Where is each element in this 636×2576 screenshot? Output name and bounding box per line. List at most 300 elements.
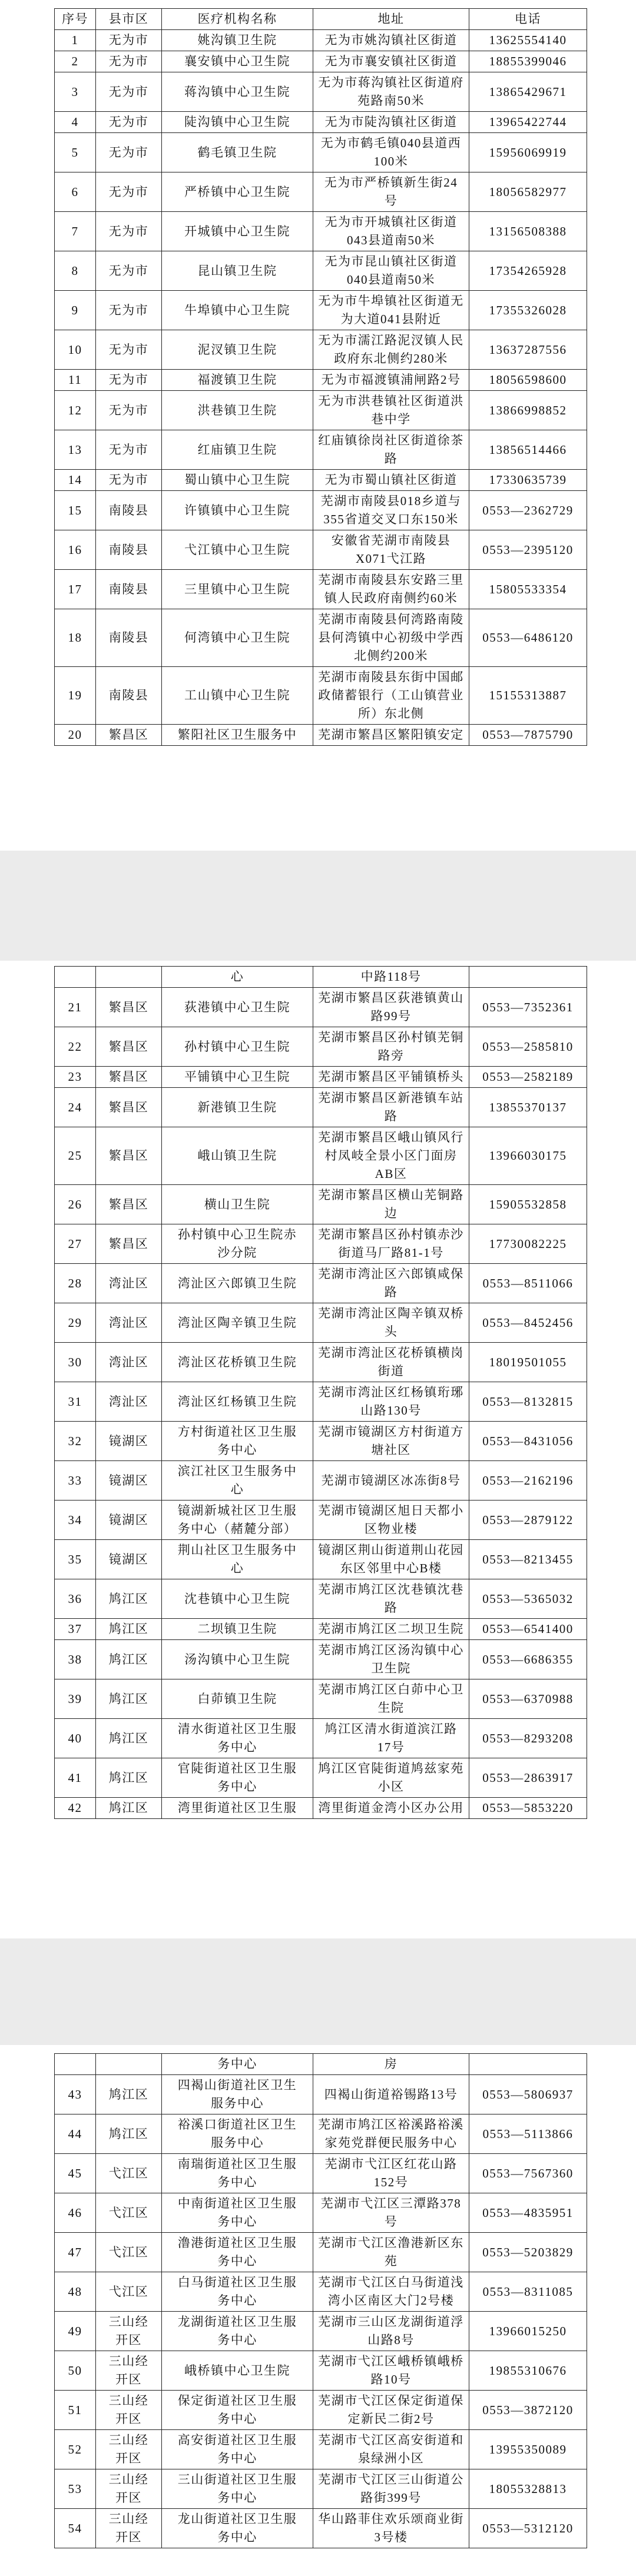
cell-phone: 0553—5203829: [469, 2233, 587, 2272]
table-body-page-1: [55, 30, 587, 746]
cell-address: 芜湖市弋江区白马街道浅湾小区南区大门2号楼: [313, 2272, 469, 2312]
cell-phone: 13866998852: [469, 391, 587, 430]
cell-name: 澛港街道社区卫生服务中心: [162, 2233, 313, 2272]
cell-phone: 0553—5113866: [469, 2114, 587, 2154]
cell-county: 鸠江区: [96, 1579, 162, 1619]
header-cell-phone: 电话: [469, 9, 587, 30]
cell-no: 39: [55, 1679, 96, 1719]
cell-phone: 0553—4835951: [469, 2193, 587, 2233]
table-row: [55, 2233, 587, 2272]
table-row: [55, 51, 587, 72]
cell-county: 南陵县: [96, 491, 162, 530]
cell-phone: 0553—8311085: [469, 2272, 587, 2312]
cell-address: 芜湖市繁昌区新港镇车站路: [313, 1088, 469, 1127]
cell-address: 芜湖市繁昌区孙村镇赤沙街道马厂路81-1号: [313, 1224, 469, 1264]
cell-phone: 13856514466: [469, 430, 587, 470]
cell-phone: 0553—2582189: [469, 1067, 587, 1088]
cell-name: 湾沚区红杨镇卫生院: [162, 1382, 313, 1422]
cell-address: 芜湖市鸠江区汤沟镇中心卫生院: [313, 1640, 469, 1679]
cell-no: 19: [55, 667, 96, 725]
cell-no: 32: [55, 1422, 96, 1461]
table-row: [55, 133, 587, 172]
table-row: [55, 2075, 587, 2114]
cell-no: 41: [55, 1758, 96, 1798]
cell-no: 46: [55, 2193, 96, 2233]
cell-phone: 0553—6686355: [469, 1640, 587, 1679]
cell-no: 3: [55, 72, 96, 112]
cell-county: 镜湖区: [96, 1461, 162, 1501]
header-cell-no: 序号: [55, 9, 96, 30]
cell-phone: 0553—6486120: [469, 609, 587, 667]
cell-phone: 19855310676: [469, 2351, 587, 2391]
cell-name: 峨桥镇中心卫生院: [162, 2351, 313, 2391]
cell-address: 芜湖市鸠江区裕溪路裕溪家苑党群便民服务中心: [313, 2114, 469, 2154]
cell-address: 芜湖市繁昌区繁阳镇安定: [313, 725, 469, 746]
cell-county: 三山经开区: [96, 2391, 162, 2430]
cell-address: 芜湖市繁昌区横山芜铜路边: [313, 1185, 469, 1224]
table-header-row: [55, 9, 587, 30]
cell-no: 29: [55, 1303, 96, 1343]
cell-county: 鸠江区: [96, 1679, 162, 1719]
cell-county: 鸠江区: [96, 1719, 162, 1758]
table-row: [55, 1343, 587, 1382]
cell-name: 龙山街道社区卫生服务中心: [162, 2509, 313, 2548]
cell-name: 牛埠镇中心卫生院: [162, 291, 313, 330]
cell-name: 白马街道社区卫生服务中心: [162, 2272, 313, 2312]
cell-name: 何湾镇中心卫生院: [162, 609, 313, 667]
cell-no: [55, 2054, 96, 2075]
cell-county: 无为市: [96, 51, 162, 72]
cell-name: 三里镇中心卫生院: [162, 570, 313, 609]
table-row: [55, 1579, 587, 1619]
cell-address: 鸠江区官陡街道鸠兹家苑小区: [313, 1758, 469, 1798]
cell-county: 繁昌区: [96, 725, 162, 746]
cell-phone: 0553—8452456: [469, 1303, 587, 1343]
cell-county: [96, 2054, 162, 2075]
cell-phone: 18055328813: [469, 2469, 587, 2509]
cell-phone: 0553—8293208: [469, 1719, 587, 1758]
cell-name: 湾沚区六郎镇卫生院: [162, 1264, 313, 1303]
cell-no: 22: [55, 1027, 96, 1067]
cell-phone: 0553—2395120: [469, 530, 587, 570]
cell-no: 20: [55, 725, 96, 746]
cell-phone: 0553—2879122: [469, 1501, 587, 1540]
cell-county: 湾沚区: [96, 1382, 162, 1422]
cell-address: 芜湖市镜湖区旭日天都小区物业楼: [313, 1501, 469, 1540]
cell-phone: 13855370137: [469, 1088, 587, 1127]
cell-name: 姚沟镇卫生院: [162, 30, 313, 51]
cell-county: 无为市: [96, 112, 162, 133]
cell-name: 孙村镇中心卫生院: [162, 1027, 313, 1067]
cell-phone: 0553—8511066: [469, 1264, 587, 1303]
table-row: [55, 1422, 587, 1461]
cell-name: 孙村镇中心卫生院赤沙分院: [162, 1224, 313, 1264]
cell-name: 高安街道社区卫生服务中心: [162, 2430, 313, 2469]
cell-phone: 15155313887: [469, 667, 587, 725]
cell-no: 38: [55, 1640, 96, 1679]
cell-phone: 15805533354: [469, 570, 587, 609]
cell-county: 镜湖区: [96, 1501, 162, 1540]
cell-phone: 0553—5312120: [469, 2509, 587, 2548]
cell-no: 10: [55, 330, 96, 370]
cell-no: 17: [55, 570, 96, 609]
cell-no: 45: [55, 2154, 96, 2193]
cell-address: 芜湖市湾沚区六郎镇咸保路: [313, 1264, 469, 1303]
table-body-page-2: [55, 967, 587, 1819]
cell-address: 无为市洪巷镇社区街道洪巷中学: [313, 391, 469, 430]
cell-name: 镜湖新城社区卫生服务中心（赭麓分部）: [162, 1501, 313, 1540]
cell-county: 无为市: [96, 72, 162, 112]
cell-phone: 13965422744: [469, 112, 587, 133]
table-row: [55, 2430, 587, 2469]
table-row: [55, 667, 587, 725]
cell-address: 无为市严桥镇新生街24号: [313, 172, 469, 212]
cell-no: 52: [55, 2430, 96, 2469]
cell-phone: 0553—8132815: [469, 1382, 587, 1422]
document-page-3: [0, 2045, 636, 2576]
cell-phone: [469, 967, 587, 988]
cell-name: 三山街道社区卫生服务中心: [162, 2469, 313, 2509]
cell-county: 鸠江区: [96, 1619, 162, 1640]
table-row: [55, 570, 587, 609]
cell-address: 芜湖市弋江区峨桥镇峨桥路10号: [313, 2351, 469, 2391]
cell-address: 无为市鹤毛镇040县道西100米: [313, 133, 469, 172]
cell-address: 湾里街道金湾小区办公用: [313, 1798, 469, 1819]
document-page-2: [0, 961, 636, 1938]
cell-address: 四褐山街道裕锡路13号: [313, 2075, 469, 2114]
table-row: [55, 1640, 587, 1679]
cell-no: 1: [55, 30, 96, 51]
cell-no: 27: [55, 1224, 96, 1264]
table-row: [55, 2351, 587, 2391]
cell-no: 14: [55, 470, 96, 491]
cell-name: 湾沚区花桥镇卫生院: [162, 1343, 313, 1382]
cell-name: 滨江社区卫生服务中心: [162, 1461, 313, 1501]
table-row: [55, 1719, 587, 1758]
table-row: [55, 1088, 587, 1127]
cell-no: 12: [55, 391, 96, 430]
cell-phone: 13955350089: [469, 2430, 587, 2469]
cell-name: 福渡镇卫生院: [162, 370, 313, 391]
cell-phone: [469, 2054, 587, 2075]
cell-address: 无为市开城镇社区街道043县道南50米: [313, 212, 469, 251]
table-row: [55, 330, 587, 370]
cell-address: 芜湖市湾沚区陶辛镇双桥头: [313, 1303, 469, 1343]
table-row: [55, 2312, 587, 2351]
table-row: [55, 1185, 587, 1224]
cell-no: [55, 967, 96, 988]
cell-no: 48: [55, 2272, 96, 2312]
cell-no: 53: [55, 2469, 96, 2509]
table-row: [55, 1461, 587, 1501]
cell-county: 无为市: [96, 470, 162, 491]
table-row: [55, 2272, 587, 2312]
table-row: [55, 470, 587, 491]
table-row: [55, 1224, 587, 1264]
cell-name: 繁阳社区卫生服务中: [162, 725, 313, 746]
header-cell-name: 医疗机构名称: [162, 9, 313, 30]
cell-no: 43: [55, 2075, 96, 2114]
cell-address: 芜湖市南陵县东安路三里镇人民政府南侧约60米: [313, 570, 469, 609]
cell-no: 9: [55, 291, 96, 330]
cell-county: 无为市: [96, 370, 162, 391]
cell-address: 房: [313, 2054, 469, 2075]
cell-phone: 0553—2162196: [469, 1461, 587, 1501]
cell-name: 中南街道社区卫生服务中心: [162, 2193, 313, 2233]
table-body-page-3: [55, 2054, 587, 2548]
cell-county: 南陵县: [96, 667, 162, 725]
cell-county: 湾沚区: [96, 1264, 162, 1303]
cell-address: 芜湖市三山区龙湖街道浮山路8号: [313, 2312, 469, 2351]
cell-county: 繁昌区: [96, 1127, 162, 1185]
cell-county: [96, 967, 162, 988]
cell-county: 鸠江区: [96, 1758, 162, 1798]
cell-address: 中路118号: [313, 967, 469, 988]
cell-address: 芜湖市鸠江区二坝卫生院: [313, 1619, 469, 1640]
cell-county: 三山经开区: [96, 2312, 162, 2351]
cell-phone: 0553—2863917: [469, 1758, 587, 1798]
cell-county: 无为市: [96, 291, 162, 330]
cell-county: 繁昌区: [96, 1088, 162, 1127]
cell-no: 49: [55, 2312, 96, 2351]
cell-county: 三山经开区: [96, 2509, 162, 2548]
table-row: [55, 1798, 587, 1819]
cell-phone: 0553—2585810: [469, 1027, 587, 1067]
table-row: [55, 72, 587, 112]
cell-name: 新港镇卫生院: [162, 1088, 313, 1127]
cell-no: 24: [55, 1088, 96, 1127]
cell-county: 鸠江区: [96, 2075, 162, 2114]
cell-address: 无为市牛埠镇社区街道无为大道041县附近: [313, 291, 469, 330]
table-row: [55, 172, 587, 212]
cell-no: 25: [55, 1127, 96, 1185]
cell-name: 南瑞街道社区卫生服务中心: [162, 2154, 313, 2193]
cell-phone: 0553—2362729: [469, 491, 587, 530]
cell-name: 沈巷镇中心卫生院: [162, 1579, 313, 1619]
cell-name: 保定街道社区卫生服务中心: [162, 2391, 313, 2430]
table-row: [55, 391, 587, 430]
cell-name: 泥汊镇卫生院: [162, 330, 313, 370]
table-row: [55, 430, 587, 470]
cell-address: 芜湖市南陵县018乡道与355省道交叉口东150米: [313, 491, 469, 530]
cell-no: 16: [55, 530, 96, 570]
cell-name: 湾沚区陶辛镇卫生院: [162, 1303, 313, 1343]
cell-address: 芜湖市鸠江区沈巷镇沈巷路: [313, 1579, 469, 1619]
cell-phone: 17355326028: [469, 291, 587, 330]
cell-no: 35: [55, 1540, 96, 1579]
cell-no: 42: [55, 1798, 96, 1819]
table-row: [55, 1067, 587, 1088]
cell-no: 31: [55, 1382, 96, 1422]
cell-name: 方村街道社区卫生服务中心: [162, 1422, 313, 1461]
cell-county: 无为市: [96, 330, 162, 370]
cell-county: 无为市: [96, 391, 162, 430]
cell-county: 弋江区: [96, 2233, 162, 2272]
cell-county: 弋江区: [96, 2272, 162, 2312]
cell-name: 洪巷镇卫生院: [162, 391, 313, 430]
cell-county: 湾沚区: [96, 1343, 162, 1382]
cell-county: 繁昌区: [96, 1027, 162, 1067]
cell-no: 40: [55, 1719, 96, 1758]
cell-county: 无为市: [96, 30, 162, 51]
cell-phone: 0553—5853220: [469, 1798, 587, 1819]
cell-phone: 0553—6541400: [469, 1619, 587, 1640]
table-row: [55, 1303, 587, 1343]
cell-county: 南陵县: [96, 609, 162, 667]
cell-phone: 13966015250: [469, 2312, 587, 2351]
cell-phone: 0553—7567360: [469, 2154, 587, 2193]
cell-name: 昆山镇卫生院: [162, 251, 313, 291]
cell-phone: 17730082225: [469, 1224, 587, 1264]
cell-address: 芜湖市弋江区高安街道和泉绿洲小区: [313, 2430, 469, 2469]
table-row: [55, 491, 587, 530]
cell-address: 芜湖市弋江区澛港新区东苑: [313, 2233, 469, 2272]
cell-address: 芜湖市湾沚区花桥镇横岗街道: [313, 1343, 469, 1382]
cell-phone: 18056598600: [469, 370, 587, 391]
cell-no: 28: [55, 1264, 96, 1303]
cell-address: 无为市蒋沟镇社区街道府苑路南50米: [313, 72, 469, 112]
cell-name: 弋江镇中心卫生院: [162, 530, 313, 570]
cell-county: 鸠江区: [96, 1798, 162, 1819]
cell-address: 芜湖市弋江区三山街道公路街399号: [313, 2469, 469, 2509]
cell-county: 无为市: [96, 430, 162, 470]
cell-address: 芜湖市弋江区三潭路378号: [313, 2193, 469, 2233]
table-row: [55, 1679, 587, 1719]
cell-no: 13: [55, 430, 96, 470]
cell-phone: 0553—7352361: [469, 988, 587, 1027]
cell-address: 芜湖市繁昌区平铺镇桥头: [313, 1067, 469, 1088]
cell-phone: 0553—3872120: [469, 2391, 587, 2430]
cell-name: 工山镇中心卫生院: [162, 667, 313, 725]
cell-county: 南陵县: [96, 570, 162, 609]
cell-county: 湾沚区: [96, 1303, 162, 1343]
cell-address: 镜湖区荆山街道荆山花园东区邻里中心B楼: [313, 1540, 469, 1579]
cell-address: 芜湖市弋江区红花山路152号: [313, 2154, 469, 2193]
cell-county: 无为市: [96, 251, 162, 291]
cell-no: 33: [55, 1461, 96, 1501]
table-row: [55, 530, 587, 570]
table-row-continuation: [55, 2054, 587, 2075]
cell-name: 平铺镇中心卫生院: [162, 1067, 313, 1088]
cell-name: 龙湖街道社区卫生服务中心: [162, 2312, 313, 2351]
cell-name: 官陡街道社区卫生服务中心: [162, 1758, 313, 1798]
cell-name: 荻港镇中心卫生院: [162, 988, 313, 1027]
cell-no: 50: [55, 2351, 96, 2391]
cell-county: 无为市: [96, 212, 162, 251]
cell-no: 18: [55, 609, 96, 667]
cell-no: 37: [55, 1619, 96, 1640]
table-row: [55, 1382, 587, 1422]
cell-name: 鹤毛镇卫生院: [162, 133, 313, 172]
cell-phone: 13637287556: [469, 330, 587, 370]
cell-address: 芜湖市镜湖区方村街道方塘社区: [313, 1422, 469, 1461]
cell-no: 51: [55, 2391, 96, 2430]
cell-address: 芜湖市繁昌区孙村镇芜铜路旁: [313, 1027, 469, 1067]
cell-address: 无为市福渡镇浦闸路2号: [313, 370, 469, 391]
page-separator: [0, 851, 636, 961]
cell-county: 三山经开区: [96, 2351, 162, 2391]
cell-county: 弋江区: [96, 2154, 162, 2193]
medical-institutions-table-continued: [54, 2053, 587, 2548]
cell-name: 白茆镇卫生院: [162, 1679, 313, 1719]
cell-name: 荆山社区卫生服务中心: [162, 1540, 313, 1579]
document-page-1: [0, 0, 636, 851]
table-row: [55, 2469, 587, 2509]
cell-county: 繁昌区: [96, 1185, 162, 1224]
table-row: [55, 251, 587, 291]
cell-no: 30: [55, 1343, 96, 1382]
cell-phone: 13966030175: [469, 1127, 587, 1185]
cell-no: 23: [55, 1067, 96, 1088]
cell-no: 44: [55, 2114, 96, 2154]
cell-phone: 0553—5365032: [469, 1579, 587, 1619]
cell-no: 6: [55, 172, 96, 212]
cell-name: 峨山镇卫生院: [162, 1127, 313, 1185]
cell-county: 南陵县: [96, 530, 162, 570]
cell-county: 繁昌区: [96, 1067, 162, 1088]
cell-name: 红庙镇卫生院: [162, 430, 313, 470]
cell-no: 7: [55, 212, 96, 251]
cell-no: 26: [55, 1185, 96, 1224]
cell-name: 裕溪口街道社区卫生服务中心: [162, 2114, 313, 2154]
cell-name: 许镇镇中心卫生院: [162, 491, 313, 530]
cell-address: 安徽省芜湖市南陵县X071弋江路: [313, 530, 469, 570]
cell-address: 芜湖市镜湖区冰冻街8号: [313, 1461, 469, 1501]
cell-name: 务中心: [162, 2054, 313, 2075]
cell-address: 无为市昆山镇社区街道040县道南50米: [313, 251, 469, 291]
cell-address: 无为市姚沟镇社区街道: [313, 30, 469, 51]
cell-name: 横山卫生院: [162, 1185, 313, 1224]
table-row: [55, 988, 587, 1027]
cell-address: 芜湖市鸠江区白茆中心卫生院: [313, 1679, 469, 1719]
table-row: [55, 1758, 587, 1798]
cell-name: 严桥镇中心卫生院: [162, 172, 313, 212]
cell-county: 镜湖区: [96, 1422, 162, 1461]
cell-no: 11: [55, 370, 96, 391]
cell-county: 镜湖区: [96, 1540, 162, 1579]
table-row: [55, 1619, 587, 1640]
cell-address: 华山路菲住欢乐颂商业街3号楼: [313, 2509, 469, 2548]
cell-address: 芜湖市繁昌区峨山镇风行村凤岐全景小区门面房AB区: [313, 1127, 469, 1185]
cell-county: 鸠江区: [96, 2114, 162, 2154]
table-row: [55, 370, 587, 391]
cell-phone: 13156508388: [469, 212, 587, 251]
cell-county: 繁昌区: [96, 1224, 162, 1264]
medical-institutions-table-continued: [54, 966, 587, 1819]
cell-no: 4: [55, 112, 96, 133]
cell-county: 无为市: [96, 133, 162, 172]
cell-no: 34: [55, 1501, 96, 1540]
cell-name: 湾里街道社区卫生服: [162, 1798, 313, 1819]
table-row: [55, 2114, 587, 2154]
cell-address: 芜湖市南陵县何湾路南陵县何湾镇中心初级中学西北侧约200米: [313, 609, 469, 667]
cell-county: 无为市: [96, 172, 162, 212]
medical-institutions-table: [54, 8, 587, 746]
cell-name: 二坝镇卫生院: [162, 1619, 313, 1640]
cell-phone: 15956069919: [469, 133, 587, 172]
cell-address: 芜湖市湾沚区红杨镇珩琊山路130号: [313, 1382, 469, 1422]
cell-phone: 13865429671: [469, 72, 587, 112]
cell-address: 无为市蜀山镇社区街道: [313, 470, 469, 491]
cell-no: 5: [55, 133, 96, 172]
header-cell-address: 地址: [313, 9, 469, 30]
cell-phone: 0553—8431056: [469, 1422, 587, 1461]
cell-no: 54: [55, 2509, 96, 2548]
cell-phone: 0553—8213455: [469, 1540, 587, 1579]
cell-no: 36: [55, 1579, 96, 1619]
cell-phone: 0553—6370988: [469, 1679, 587, 1719]
cell-phone: 18056582977: [469, 172, 587, 212]
